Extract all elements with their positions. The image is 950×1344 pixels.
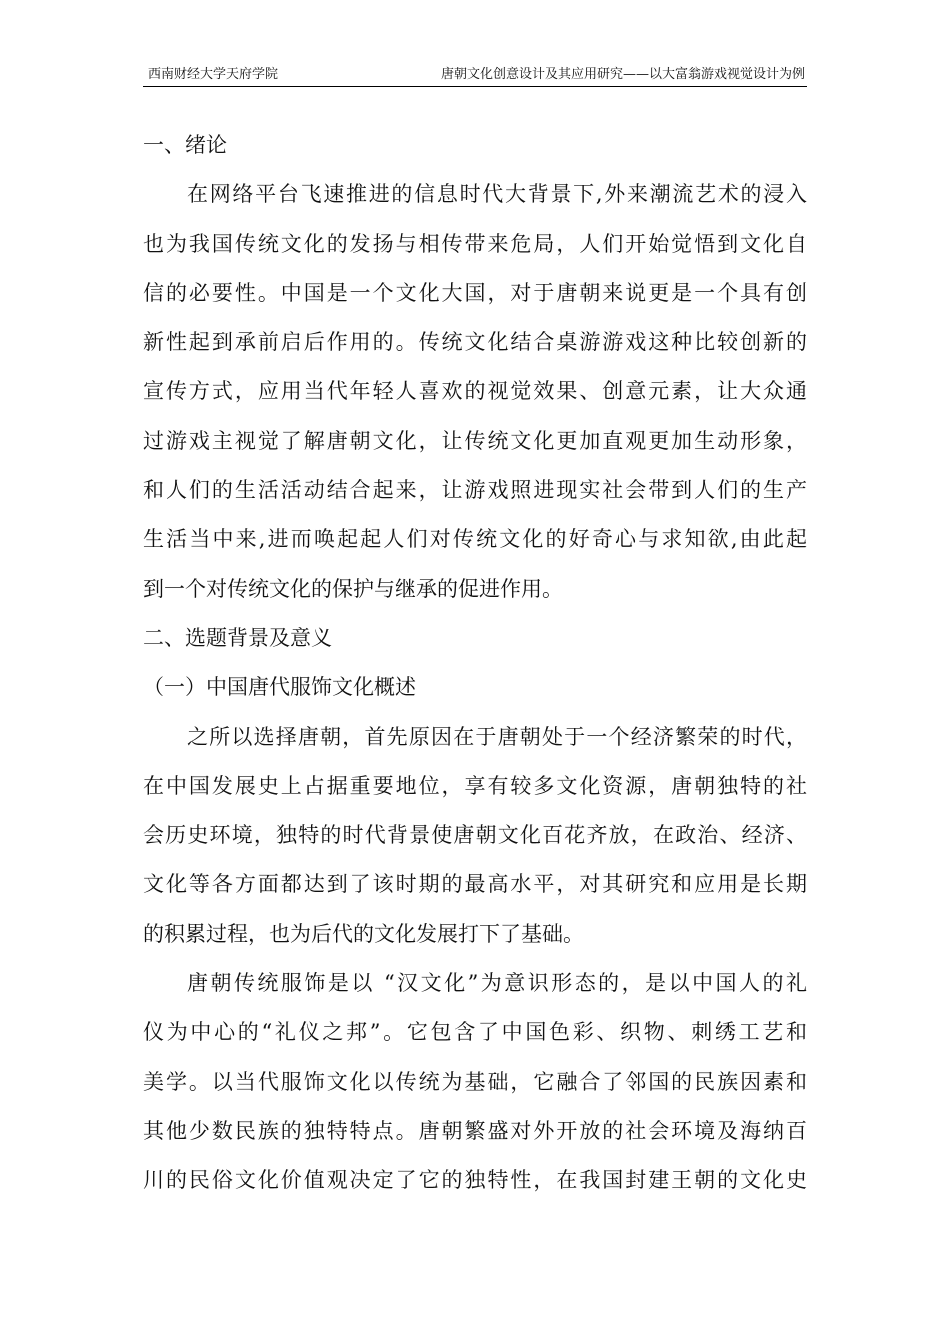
paragraph-line: 川的民俗文化价值观决定了它的独特性，在我国封建王朝的文化史 (143, 1168, 807, 1193)
paragraph-line: 过游戏主视觉了解唐朝文化，让传统文化更加直观更加生动形象， (143, 428, 807, 453)
paragraph-line: 也为我国传统文化的发扬与相传带来危局，人们开始觉悟到文化自 (143, 231, 807, 256)
section-heading: 一、绪论 (143, 133, 227, 157)
page-header (143, 66, 807, 87)
paragraph-line: 的积累过程，也为后代的文化发展打下了基础。 (143, 921, 584, 946)
header-institution: 西南财经大学天府学院 (148, 67, 279, 82)
document-body (143, 121, 807, 1206)
paragraph-line: 之所以选择唐朝，首先原因在于唐朝处于一个经济繁荣的时代， (187, 724, 807, 749)
paragraph-line: 信的必要性。中国是一个文化大国，对于唐朝来说更是一个具有创 (143, 280, 807, 305)
paragraph-line: 仪为中心的“礼仪之邦”。它包含了中国色彩、织物、刺绣工艺和 (143, 1020, 807, 1045)
header-thesis-title: 唐朝文化创意设计及其应用研究——以大富翁游戏视觉设计为例 (440, 67, 805, 82)
paragraph-line: 在网络平台飞速推进的信息时代大背景下,外来潮流艺术的浸入 (187, 182, 807, 207)
paragraph-line: 唐朝传统服饰是以 “汉文化”为意识形态的，是以中国人的礼 (187, 971, 807, 996)
paragraph-line: 文化等各方面都达到了该时期的最高水平，对其研究和应用是长期 (143, 872, 807, 897)
paragraph-line: 到一个对传统文化的保护与继承的促进作用。 (143, 576, 563, 601)
paragraph-line: 在中国发展史上占据重要地位，享有较多文化资源，唐朝独特的社 (143, 773, 807, 798)
paragraph-line: 和人们的生活活动结合起来，让游戏照进现实社会带到人们的生产 (143, 478, 807, 503)
paragraph-line: 新性起到承前启后作用的。传统文化结合桌游游戏这种比较创新的 (143, 330, 807, 355)
paragraph-line: 宣传方式，应用当代年轻人喜欢的视觉效果、创意元素，让大众通 (143, 379, 807, 404)
subsection-heading: （一）中国唐代服饰文化概述 (143, 675, 416, 700)
paragraph-line: 其他少数民族的独特特点。唐朝繁盛对外开放的社会环境及海纳百 (143, 1118, 807, 1143)
paragraph-line: 生活当中来,进而唤起起人们对传统文化的好奇心与求知欲,由此起 (143, 527, 807, 552)
section-heading: 二、选题背景及意义 (143, 625, 332, 650)
paragraph-line: 会历史环境，独特的时代背景使唐朝文化百花齐放，在政治、经济、 (143, 823, 807, 848)
paragraph-line: 美学。以当代服饰文化以传统为基础，它融合了邻国的民族因素和 (143, 1069, 807, 1094)
